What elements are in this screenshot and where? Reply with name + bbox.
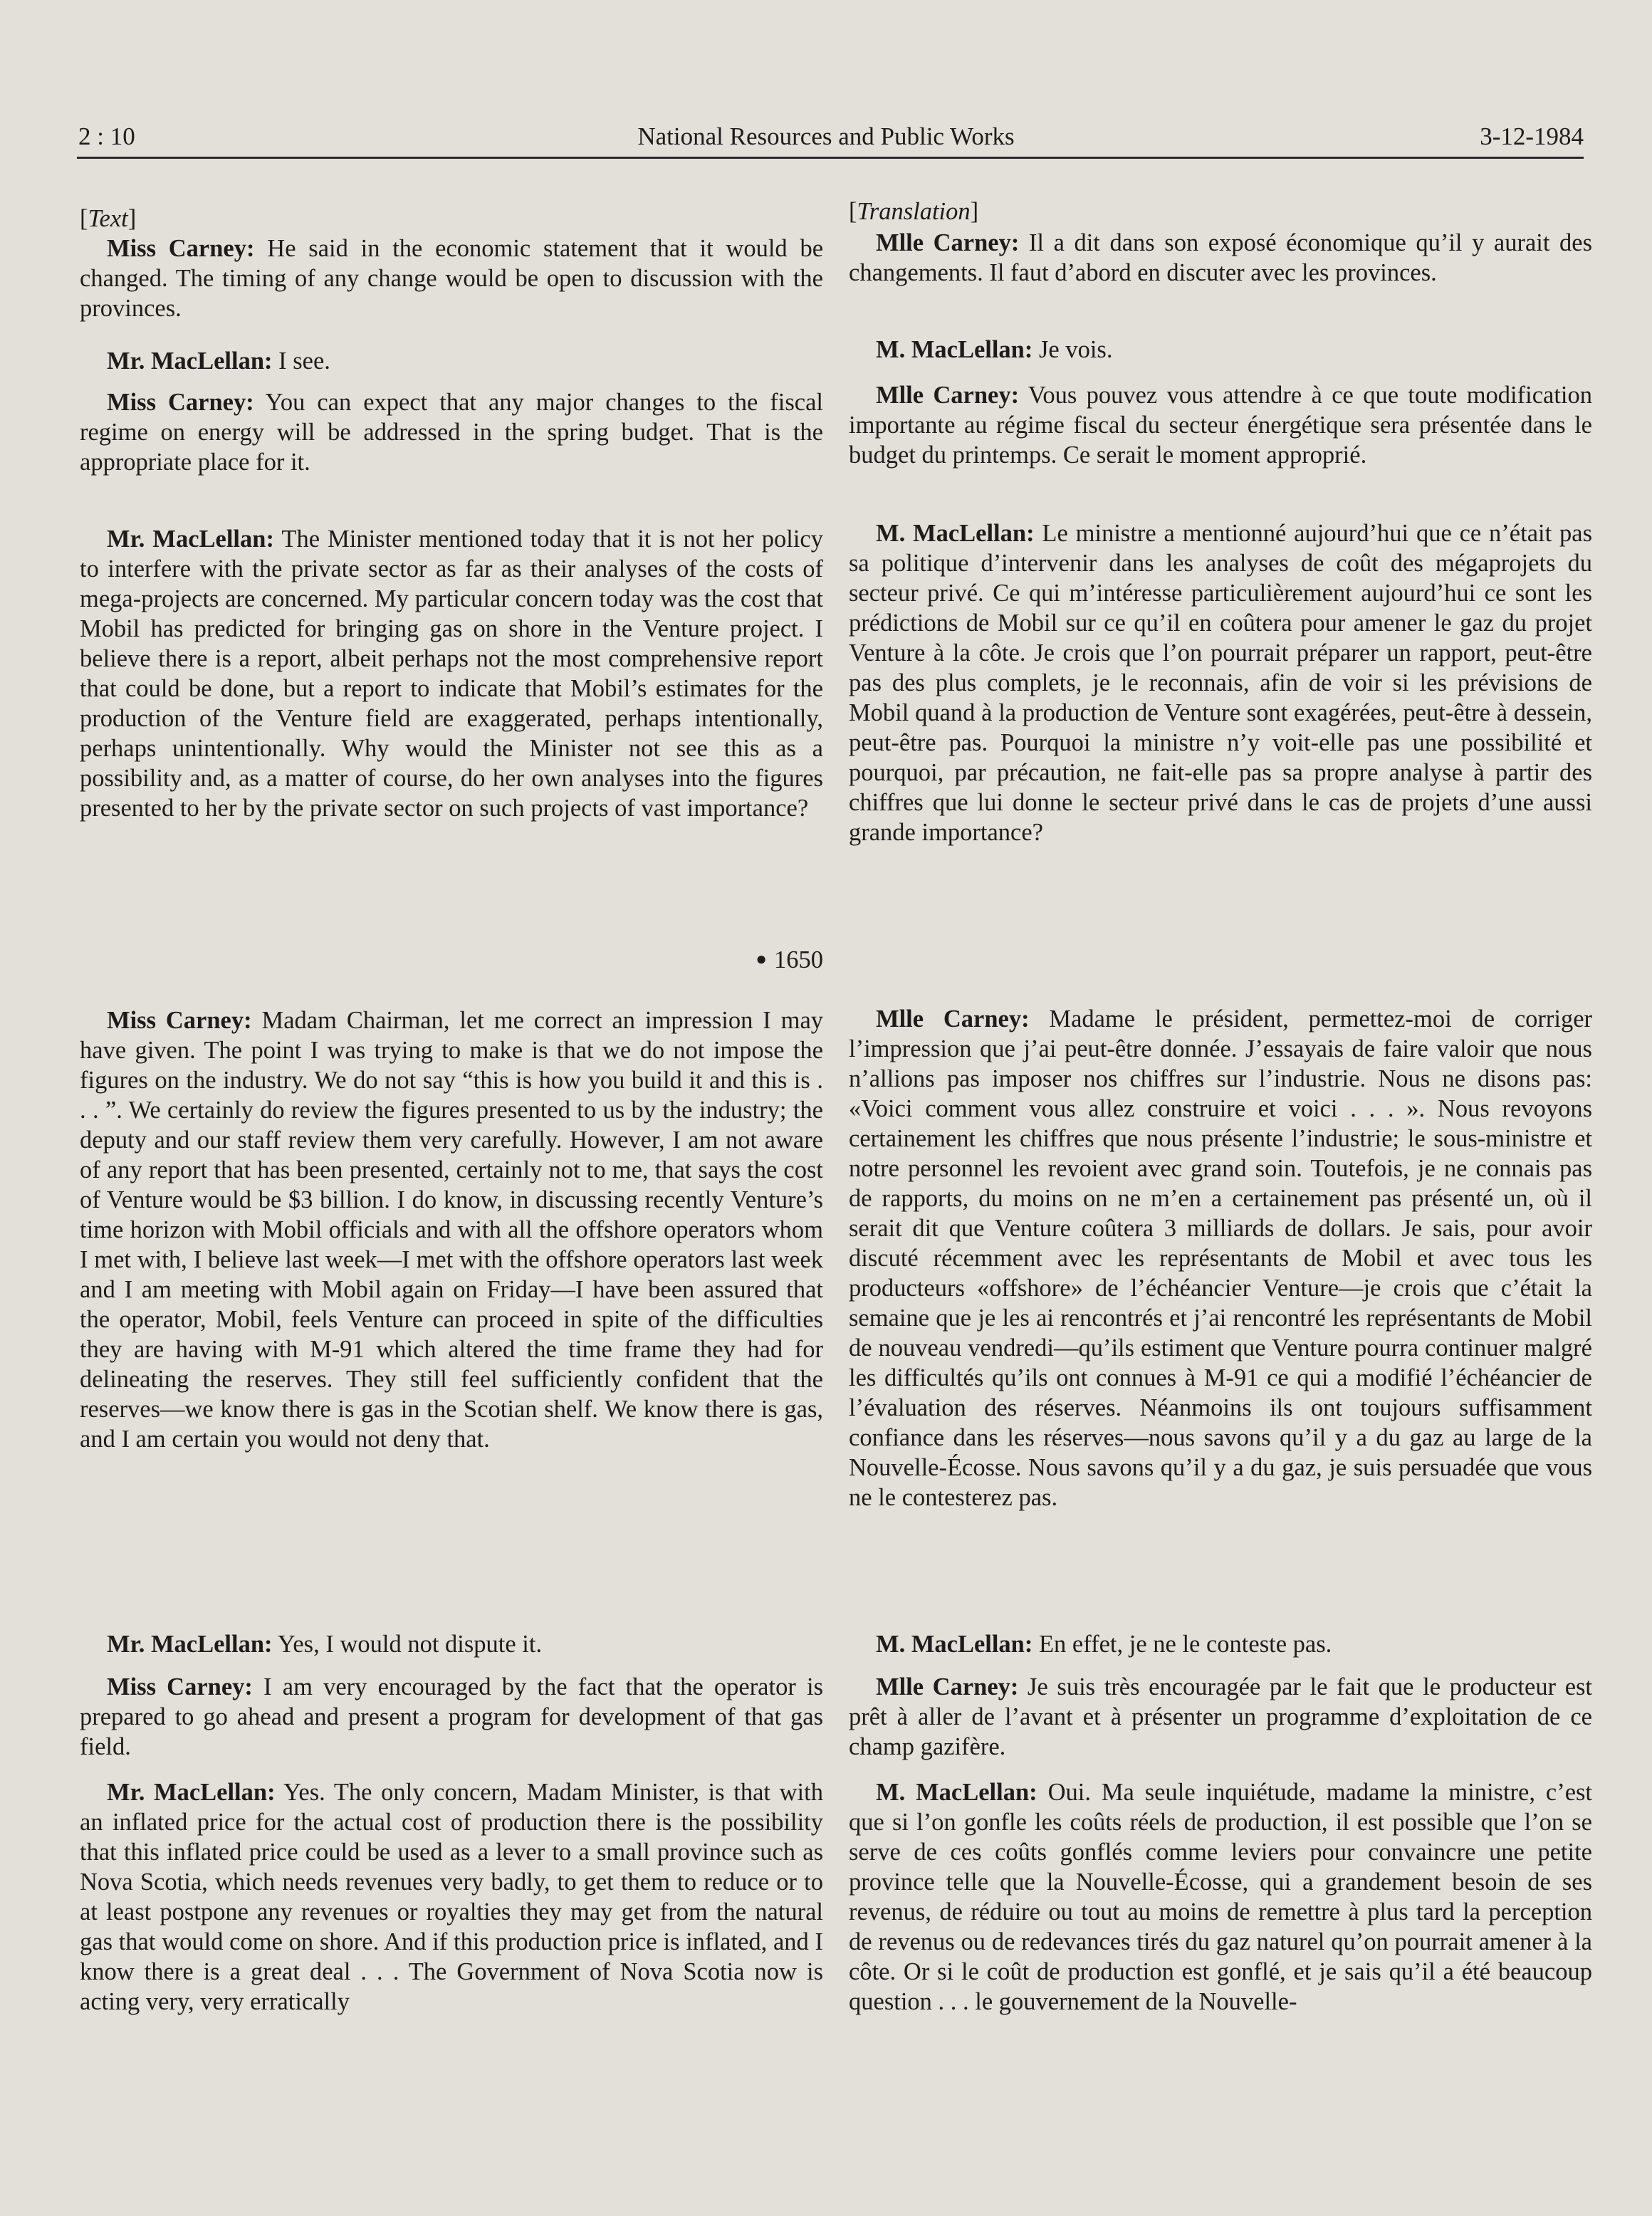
speech-paragraph bbox=[80, 346, 823, 376]
page-title: National Resources and Public Works bbox=[637, 122, 1015, 150]
speech-paragraph bbox=[849, 1004, 1592, 1512]
speaker-name: Mlle Carney: bbox=[876, 229, 1020, 256]
speech-text: Oui. Ma seule inquiétude, madame la ministre, c’est que si l’on gonfle les coûts réels de production, il est possible que l’on se serve de ces coûts gonflés comme leviers pour convaincre une petite province telle que la Nouvelle-Écosse, qui a grandement besoin de ses revenus, de réduire ou tout au moins de remettre à plus tard la perception de revenus ou de redevances tirés du gaz naturel qu’on pourrait amener à la côte. Or si le coût de production est gonflé, et je sais qu’il a été beaucoup question . . . le gouvernement de la Nouvelle- bbox=[849, 1779, 1593, 2015]
speech-paragraph bbox=[849, 1672, 1592, 1762]
speech-text: Je vois. bbox=[1038, 336, 1113, 363]
speech-text: The Minister mentioned today that it is not her policy to interfere with the private sector as far as their analyses of the costs of mega-projects are concerned. My particular concern today was the cost that Mobil has predicted for bringing gas on shore in the Venture project. I believe there is a report, albeit perhaps not the most comprehensive report that could be done, but a report to indicate that Mobil’s estimates for the production of the Venture field are exaggerated, perhaps intentionally, perhaps unintentionally. Why would the Minister not see this as a possibility and, as a matter of course, do her own analyses into the figures presented to her by the private sector on such projects of vast importance? bbox=[80, 526, 823, 822]
speech-text: En effet, je ne le conteste pas. bbox=[1038, 1631, 1332, 1658]
speaker-name: Miss Carney: bbox=[107, 1007, 252, 1034]
speech-paragraph bbox=[80, 1672, 823, 1762]
language-note: [Translation] bbox=[849, 198, 979, 225]
speech-paragraph bbox=[849, 1777, 1592, 2017]
speech-text: I am very encouraged by the fact that the operator is prepared to go ahead and present a program for development of that gas field. bbox=[80, 1673, 824, 1760]
speech-text: Le ministre a mentionné aujourd’hui que ce n’était pas sa politique d’intervenir dans les analyses de coût des mégaprojets du secteur privé. Ce qui m’intéresse particulièrement aujourd’hui ce sont les prédictions de Mobil sur ce qu’il en coûtera pour amener le gaz du projet Venture à la côte. Je crois que l’on pourrait préparer un rapport, peut-être pas des plus complets, je le reconnais, afin de voir si les prévisions de Mobil quand à la production de Venture sont exagérées, peut-être à dessein, peut-être pas. Pourquoi la ministre n’y voit-elle pas une possibilité et pourquoi, par précaution, ne fait-elle pas sa propre analyse à partir des chiffres que lui donne le secteur privé dans le cas de projets d’une aussi grande importance? bbox=[849, 520, 1593, 846]
speech-paragraph bbox=[80, 1005, 823, 1454]
speaker-name: Mr. MacLellan: bbox=[107, 347, 273, 375]
speech-paragraph bbox=[849, 228, 1592, 288]
language-note: [Text] bbox=[80, 205, 137, 232]
header-rule bbox=[77, 157, 1584, 159]
speaker-name: Miss Carney: bbox=[107, 389, 254, 416]
speech-text: Je suis très encouragée par le fait que le producteur est prêt à aller de l’avant et à présenter un programme d’exploitation de ce champ gazifère. bbox=[849, 1673, 1593, 1760]
language-note-text: Text bbox=[88, 205, 128, 232]
speech-paragraph bbox=[849, 335, 1592, 365]
speech-paragraph bbox=[80, 524, 823, 823]
speech-text: Il a dit dans son exposé économique qu’il y aurait des changements. Il faut d’abord en discuter avec les provinces. bbox=[849, 229, 1592, 286]
language-note-text: Translation bbox=[857, 198, 971, 225]
speech-paragraph bbox=[80, 1777, 823, 2017]
speaker-name: Mlle Carney: bbox=[876, 382, 1020, 409]
speech-text: He said in the economic statement that it would be changed. The timing of any change would be open to discussion with the provinces. bbox=[80, 235, 824, 322]
speaker-name: Mlle Carney: bbox=[876, 1673, 1019, 1700]
speaker-name: Miss Carney: bbox=[107, 235, 255, 262]
speaker-name: Miss Carney: bbox=[107, 1673, 253, 1700]
speaker-name: Mlle Carney: bbox=[876, 1005, 1030, 1033]
speech-text: Yes, I would not dispute it. bbox=[277, 1631, 543, 1658]
time-value: 1650 bbox=[774, 946, 823, 973]
speech-paragraph bbox=[80, 1629, 823, 1659]
page-date: 3-12-1984 bbox=[1480, 122, 1584, 150]
speech-text: Madame le président, permettez-moi de corriger l’impression que j’ai peut-être donnée. J’essayais de faire valoir que nous n’allions pas imposer nos chiffres sur l’industrie. Nous ne disons pas: «Voici comment vous allez construire et voici . . . ». Nous revoyons certainement les chiffres que nous présente l’industrie; le sous-ministre et notre personnel les revoient avec grand soin. Toutefois, je ne connais pas de rapports, du moins on ne m’en a certainement pas présenté un, où il serait dit que Venture coûtera 3 milliards de dollars. Je sais, pour avoir discuté récemment avec les représentants de Mobil et avec tous les producteurs «offshore» de l’échéancier Venture—je crois que c’était la semaine que je les ai rencontrés et j’ai rencontré les représentants de Mobil de nouveau vendredi—qu’ils estiment que Venture pourra continuer malgré les difficultés qu’ils ont connues à M-91 ce qui a modifié l’échéancier de l’évaluation des réserves. Néanmoins ils ont toujours suffisamment confiance dans les réserves—nous savons qu’il y a du gaz au large de la Nouvelle-Écosse. Nous savons qu’il y a du gaz, je suis persuadée que vous ne le contesterez pas. bbox=[849, 1005, 1593, 1511]
speech-paragraph bbox=[80, 234, 823, 323]
speech-text: I see. bbox=[278, 347, 330, 375]
speaker-name: M. MacLellan: bbox=[876, 336, 1033, 363]
speech-paragraph bbox=[80, 387, 823, 477]
speech-text: You can expect that any major changes to the fiscal regime on energy will be addressed in the spring budget. That is the appropriate place for it. bbox=[80, 389, 824, 476]
speech-text: Madam Chairman, let me correct an impression I may have given. The point I was trying to make is that we do not impose the figures on the industry. We do not say “this is how you build it and this is . . . ”. We certainly do review the figures presented to us by the industry; the deputy and our staff review them very carefully. However, I am not aware of any report that has been presented, certainly not to me, that says the cost of Venture would be $3 billion. I do know, in discussing recently Venture’s time horizon with Mobil officials and with all the offshore operators whom I met with, I believe last week—I met with the offshore operators last week and I am meeting with Mobil again on Friday—I have been assured that the operator, Mobil, feels Venture can proceed in spite of the difficulties they are having with M-91 which altered the time frame they had for delineating the reserves. They still feel sufficiently confident that the reserves—we know there is gas in the Scotian shelf. We know there is gas, and I am certain you would not deny that. bbox=[80, 1007, 824, 1453]
speaker-name: M. MacLellan: bbox=[876, 520, 1035, 547]
speaker-name: M. MacLellan: bbox=[876, 1631, 1033, 1658]
speech-paragraph bbox=[849, 1629, 1592, 1659]
speech-paragraph bbox=[849, 380, 1592, 470]
time-marker: ● 1650 bbox=[756, 946, 823, 973]
page-number: 2 : 10 bbox=[78, 122, 135, 150]
speaker-name: Mr. MacLellan: bbox=[107, 1631, 273, 1658]
speech-text: Yes. The only concern, Madam Minister, is that with an inflated price for the actual cost of production there is the possibility that this inflated price could be used as a lever to a small province such as Nova Scotia, which needs revenues very badly, to get them to reduce or to at least postpone any revenues or royalties they may get from the natural gas that would come on shore. And if this production price is inflated, and I know there is a great deal . . . The Government of Nova Scotia now is acting very, very erratically bbox=[80, 1779, 823, 2015]
speech-paragraph bbox=[849, 518, 1592, 847]
speaker-name: M. MacLellan: bbox=[876, 1779, 1037, 1806]
speaker-name: Mr. MacLellan: bbox=[107, 526, 274, 553]
speaker-name: Mr. MacLellan: bbox=[107, 1779, 276, 1806]
speech-text: Vous pouvez vous attendre à ce que toute modification importante au régime fiscal du secteur énergétique sera présentée dans le budget du printemps. Ce serait le moment approprié. bbox=[849, 382, 1592, 469]
